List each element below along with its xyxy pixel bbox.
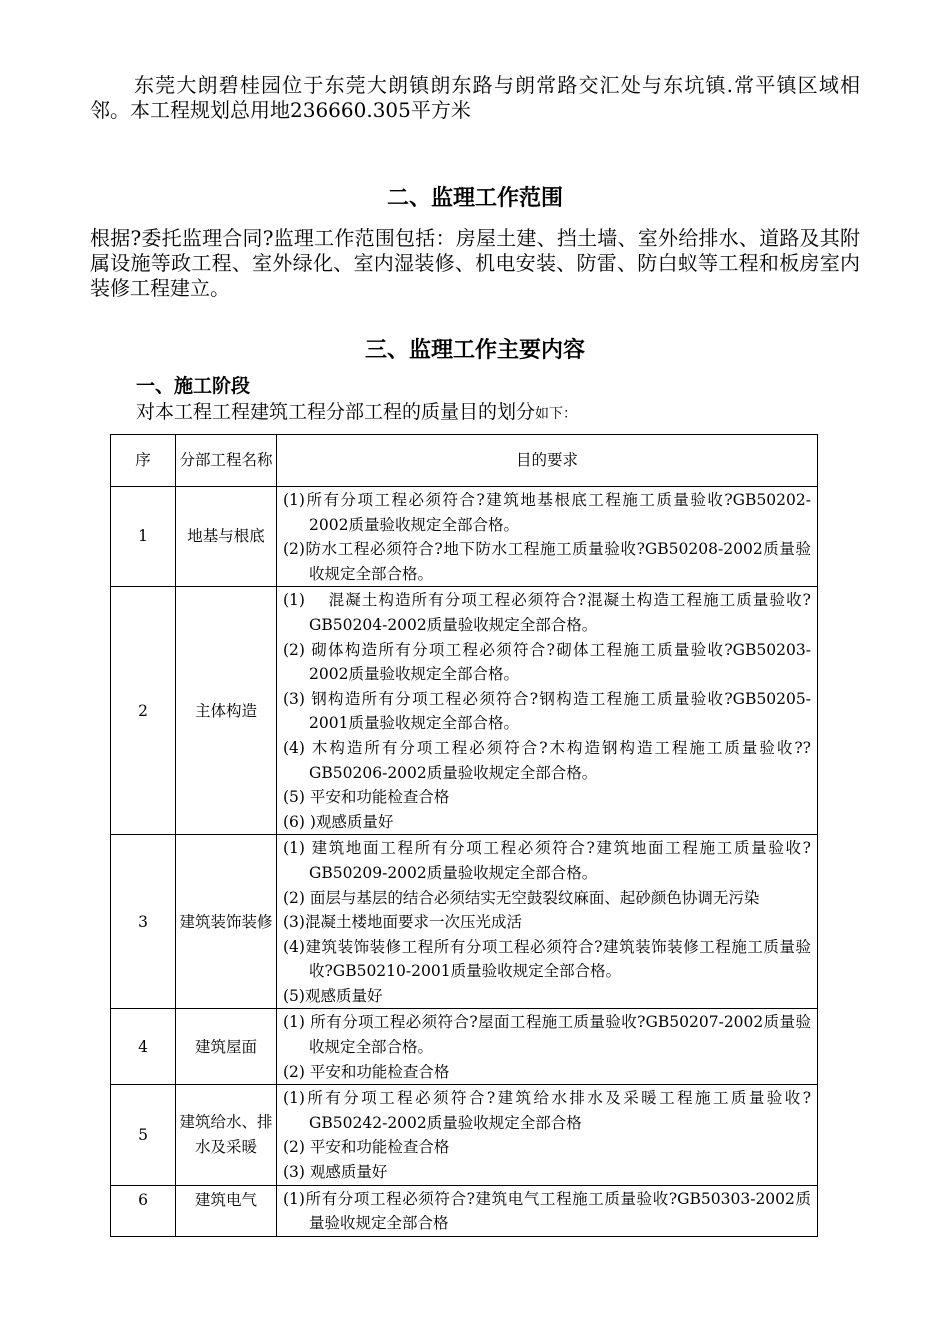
table-intro-suffix: 如下： <box>535 406 578 422</box>
row-seq: 4 <box>111 1009 176 1085</box>
requirement-item: (3) 观感质量好 <box>283 1163 388 1182</box>
requirement-item: (3)混凝土楼地面要求一次压光成活 <box>283 913 522 932</box>
requirement-item: (1)所有分项工程必须符合?建筑地基根底工程施工质量验收?GB50202-2002质量验收规定全部合格。 <box>283 491 811 534</box>
table-row <box>111 1185 818 1236</box>
header-seq: 序 <box>111 435 176 487</box>
scope-paragraph: 根据?委托监理合同?监理工作范围包括：房屋土建、挡土墙、室外给排水、道路及其附属设施等政工程、室外绿化、室内湿装修、机电安装、防雷、防白蚁等工程和板房室内装修工程建立。 <box>90 226 860 300</box>
row-name: 地基与根底 <box>176 487 277 587</box>
row-requirements <box>277 1009 818 1085</box>
row-name: 建筑装饰装修 <box>176 835 277 1009</box>
requirement-item: (1) 建筑地面工程所有分项工程必须符合?建筑地面工程施工质量验收?GB50209-2002质量验收规定全部合格。 <box>283 839 811 882</box>
requirement-item: (4)建筑装饰装修工程所有分项工程必须符合?建筑装饰装修工程施工质量验收?GB50210-2001质量验收规定全部合格。 <box>283 937 811 981</box>
requirement-item: (2) 平安和功能检查合格 <box>283 1062 450 1081</box>
table-intro-text: 对本工程工程建筑工程分部工程的质量目的划分 <box>136 401 536 423</box>
subheading-construction-stage: 一、施工阶段 <box>136 375 251 397</box>
row-requirements <box>277 835 818 1009</box>
section-heading-content: 三、监理工作主要内容 <box>364 338 585 363</box>
row-seq: 1 <box>111 487 176 587</box>
requirement-item: (3) 钢构造所有分项工程必须符合?钢构造工程施工质量验收?GB50205-2001质量验收规定全部合格。 <box>283 689 811 733</box>
section-heading-scope: 二、监理工作范围 <box>386 186 563 211</box>
table-intro-line <box>136 400 577 426</box>
requirement-item: (5)观感质量好 <box>283 986 383 1005</box>
row-name: 建筑屋面 <box>176 1009 277 1085</box>
row-name: 主体构造 <box>176 587 277 835</box>
table-row <box>111 1085 818 1185</box>
table-row <box>111 587 818 835</box>
table-header-row <box>111 435 818 487</box>
row-requirements <box>277 487 818 587</box>
requirement-item: (5) 平安和功能检查合格 <box>283 788 450 807</box>
table-row <box>111 487 818 587</box>
requirement-item: (2)防水工程必须符合?地下防水工程施工质量验收?GB50208-2002质量验收规定全部合格。 <box>283 540 811 583</box>
row-name: 建筑电气 <box>176 1185 277 1236</box>
row-seq: 2 <box>111 587 176 835</box>
row-seq: 5 <box>111 1085 176 1185</box>
table-row <box>111 1009 818 1085</box>
requirement-item: (6) )观感质量好 <box>283 812 394 831</box>
requirement-item: (1)所有分项工程必须符合?建筑电气工程施工质量验收?GB50303-2002质量验收规定全部合格 <box>283 1189 811 1233</box>
row-requirements <box>277 1085 818 1185</box>
requirement-item: (4) 木构造所有分项工程必须符合?木构造钢构造工程施工质量验收??GB50206-2002质量验收规定全部合格。 <box>283 738 811 782</box>
header-name: 分部工程名称 <box>176 435 277 487</box>
row-seq: 3 <box>111 835 176 1009</box>
requirement-item: (1) 所有分项工程必须符合?屋面工程施工质量验收?GB50207-2002质量验收规定全部合格。 <box>283 1013 811 1057</box>
row-requirements <box>277 1185 818 1236</box>
quality-target-table <box>110 434 818 1237</box>
row-requirements <box>277 587 818 835</box>
row-seq: 6 <box>111 1185 176 1236</box>
row-name: 建筑给水、排水及采暖 <box>176 1085 277 1185</box>
requirement-item: (1) 混凝土构造所有分项工程必须符合?混凝土构造工程施工质量验收?GB50204-2002质量验收规定全部合格。 <box>283 591 811 634</box>
table-row <box>111 835 818 1009</box>
requirement-item: (2) 平安和功能检查合格 <box>283 1138 450 1157</box>
requirement-item: (1)所有分项工程必须符合?建筑给水排水及采暖工程施工质量验收?GB50242-2002质量验收规定全部合格 <box>283 1089 811 1132</box>
header-requirement: 目的要求 <box>277 435 818 487</box>
requirement-item: (2) 砌体构造所有分项工程必须符合?砌体工程施工质量验收?GB50203-2002质量验收规定全部合格。 <box>283 640 811 684</box>
intro-paragraph: 东莞大朗碧桂园位于东莞大朗镇朗东路与朗常路交汇处与东坑镇.常平镇区域相邻。本工程规划总用地236660.305平方米 <box>90 73 860 122</box>
requirement-item: (2) 面层与基层的结合必须结实无空鼓裂纹麻面、起砂颜色协调无污染 <box>283 888 760 907</box>
